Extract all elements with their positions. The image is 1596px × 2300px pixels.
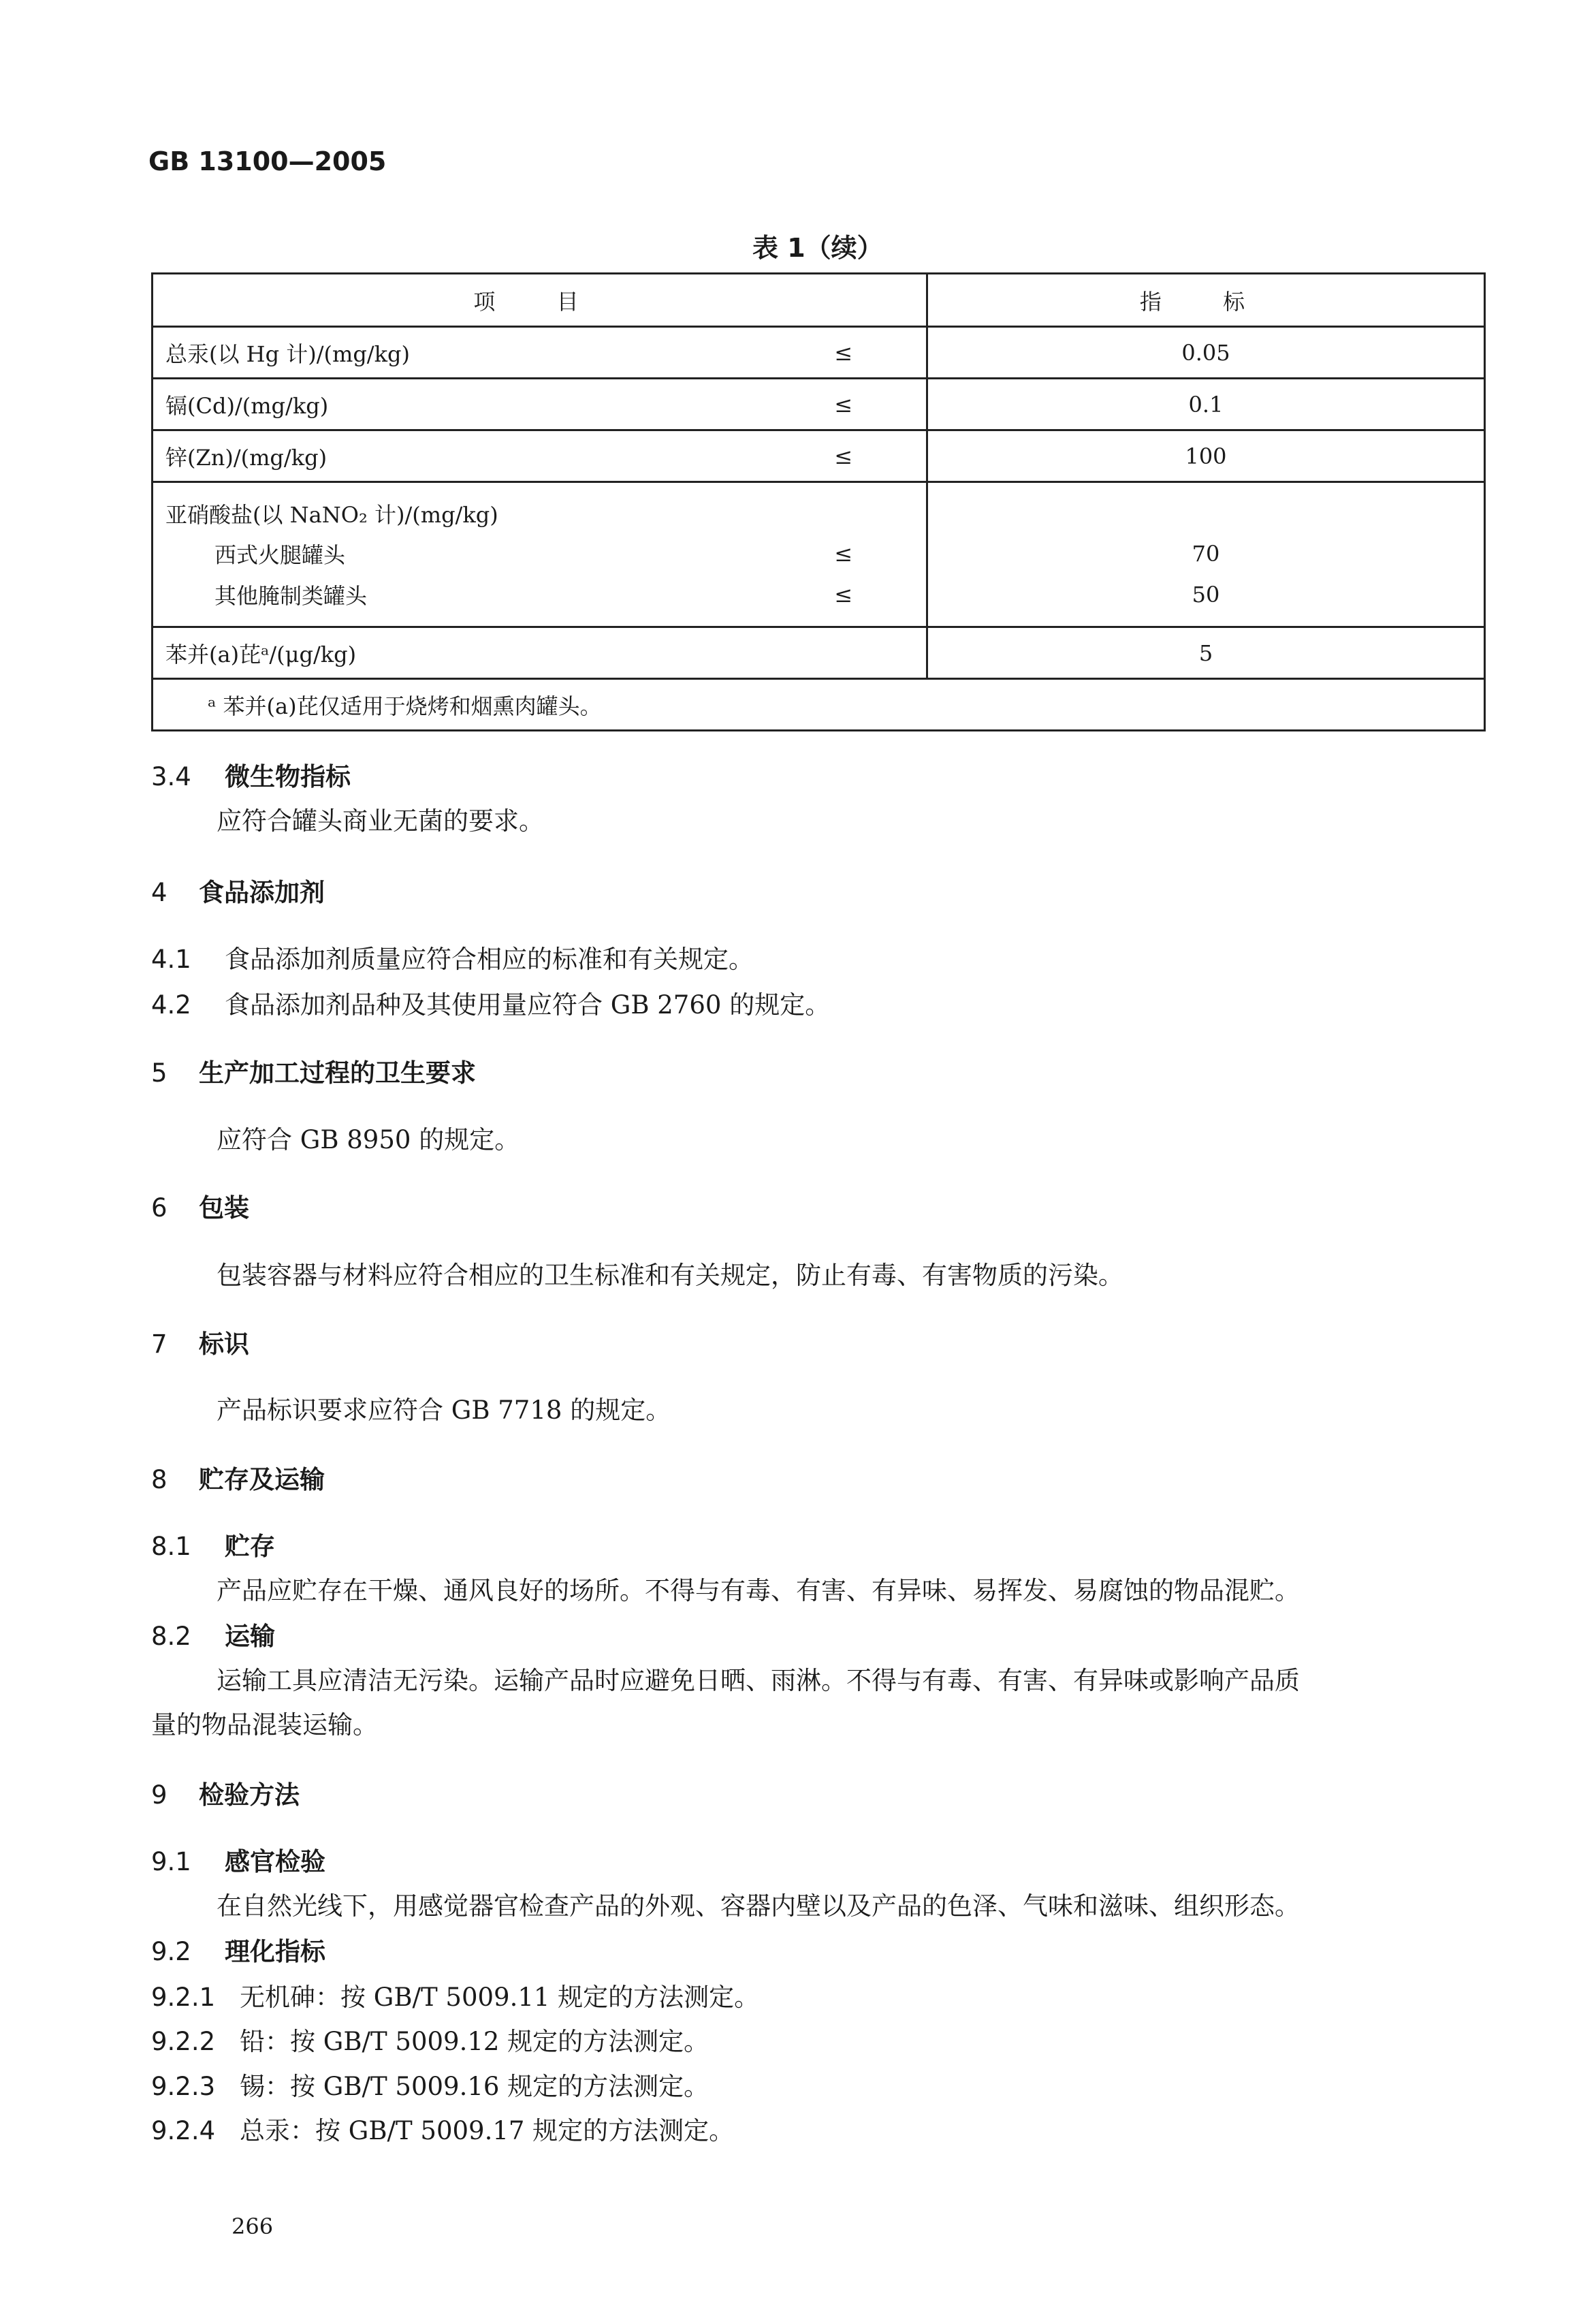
table-footnote: ᵃ 苯并(a)芘仅适用于烧烤和烟熏肉罐头。 — [153, 679, 1485, 731]
table-cell-item — [153, 379, 927, 430]
section-9-1-text: 在自然光线下，用感觉器官检查产品的外观、容器内壁以及产品的色泽、气味和滋味、组织形态。 — [217, 1891, 1300, 1921]
table-cell-value — [927, 482, 1485, 627]
section-9-2-1: 9.2.1 无机砷：按 GB/T 5009.11 规定的方法测定。 — [151, 1983, 760, 2012]
table-cell-item — [153, 482, 927, 627]
section-8-1-heading: 8.1 贮存 — [151, 1532, 275, 1561]
sub-item-label: 西式火腿罐头 — [214, 542, 346, 568]
section-6-heading: 6 包装 — [151, 1193, 249, 1223]
standard-number: GB 13100—2005 — [148, 146, 387, 176]
table-footnote-row — [153, 679, 1485, 731]
page-number: 266 — [232, 2214, 274, 2239]
section-5-text: 应符合 GB 8950 的规定。 — [217, 1125, 520, 1154]
section-4-heading: 4 食品添加剂 — [151, 878, 325, 907]
blank-spacer — [940, 494, 1471, 533]
le-symbol: ≤ — [834, 339, 852, 366]
nitrite-label: 亚硝酸盐(以 NaNO₂ 计)/(mg/kg) — [165, 502, 498, 528]
section-6-text: 包装容器与材料应符合相应的卫生标准和有关规定，防止有毒、有害物质的污染。 — [217, 1261, 1123, 1290]
section-7-heading: 7 标识 — [151, 1329, 249, 1359]
section-8-1-text: 产品应贮存在干燥、通风良好的场所。不得与有毒、有害、有异味、易挥发、易腐蚀的物品混贮。 — [217, 1576, 1300, 1605]
le-symbol: ≤ — [834, 582, 852, 608]
section-9-1-heading: 9.1 感官检验 — [151, 1847, 325, 1876]
sub-item-value: 50 — [1192, 582, 1220, 608]
section-9-2-2: 9.2.2 铅：按 GB/T 5009.12 规定的方法测定。 — [151, 2027, 709, 2056]
item-label: 总汞(以 Hg 计)/(mg/kg) — [165, 341, 410, 367]
table-cell-item: 苯并(a)芘ᵃ/(μg/kg) — [153, 627, 927, 679]
item-label: 锌(Zn)/(mg/kg) — [165, 444, 328, 471]
section-4-2: 4.2 食品添加剂品种及其使用量应符合 GB 2760 的规定。 — [151, 990, 831, 1020]
section-7-text: 产品标识要求应符合 GB 7718 的规定。 — [217, 1396, 671, 1425]
le-symbol: ≤ — [834, 391, 852, 418]
sub-item-value: 70 — [1192, 541, 1220, 567]
table-row — [153, 327, 1485, 379]
section-9-2-4: 9.2.4 总汞：按 GB/T 5009.17 规定的方法测定。 — [151, 2116, 735, 2145]
section-9-heading: 9 检验方法 — [151, 1780, 300, 1810]
limits-table — [151, 272, 1486, 731]
table-cell-value: 5 — [927, 627, 1485, 679]
table-row — [153, 430, 1485, 482]
table-header-row — [153, 274, 1485, 327]
section-5-heading: 5 生产加工过程的卫生要求 — [151, 1058, 476, 1088]
table-cell-item — [153, 430, 927, 482]
section-3-4-text: 应符合罐头商业无菌的要求。 — [217, 806, 544, 836]
table-row — [153, 379, 1485, 430]
col-header-value: 指 标 — [927, 274, 1485, 327]
section-3-4-heading: 3.4 微生物指标 — [151, 762, 351, 791]
le-symbol: ≤ — [834, 443, 852, 469]
section-8-2-text-line2: 量的物品混装运输。 — [151, 1710, 378, 1739]
table-cell-value: 100 — [927, 430, 1485, 482]
table-row — [153, 627, 1485, 679]
sub-item — [165, 533, 914, 574]
section-8-2-text-line1: 运输工具应清洁无污染。运输产品时应避免日晒、雨淋。不得与有毒、有害、有异味或影响产品质 — [217, 1666, 1300, 1695]
section-8-heading: 8 贮存及运输 — [151, 1465, 325, 1494]
le-symbol: ≤ — [834, 541, 852, 567]
section-4-1: 4.1 食品添加剂质量应符合相应的标准和有关规定。 — [151, 945, 754, 974]
table-cell-item — [153, 327, 927, 379]
sub-item-label: 其他腌制类罐头 — [214, 583, 368, 609]
section-9-2-heading: 9.2 理化指标 — [151, 1937, 325, 1966]
section-9-2-3: 9.2.3 锡：按 GB/T 5009.16 规定的方法测定。 — [151, 2072, 709, 2101]
table-row-nitrite — [153, 482, 1485, 627]
table-cell-value: 0.05 — [927, 327, 1485, 379]
item-label: 镉(Cd)/(mg/kg) — [165, 392, 329, 419]
col-header-item: 项 目 — [153, 274, 927, 327]
table-cell-value: 0.1 — [927, 379, 1485, 430]
table-title: 表 1（续） — [752, 233, 883, 263]
section-8-2-heading: 8.2 运输 — [151, 1622, 275, 1651]
sub-item — [165, 574, 914, 615]
